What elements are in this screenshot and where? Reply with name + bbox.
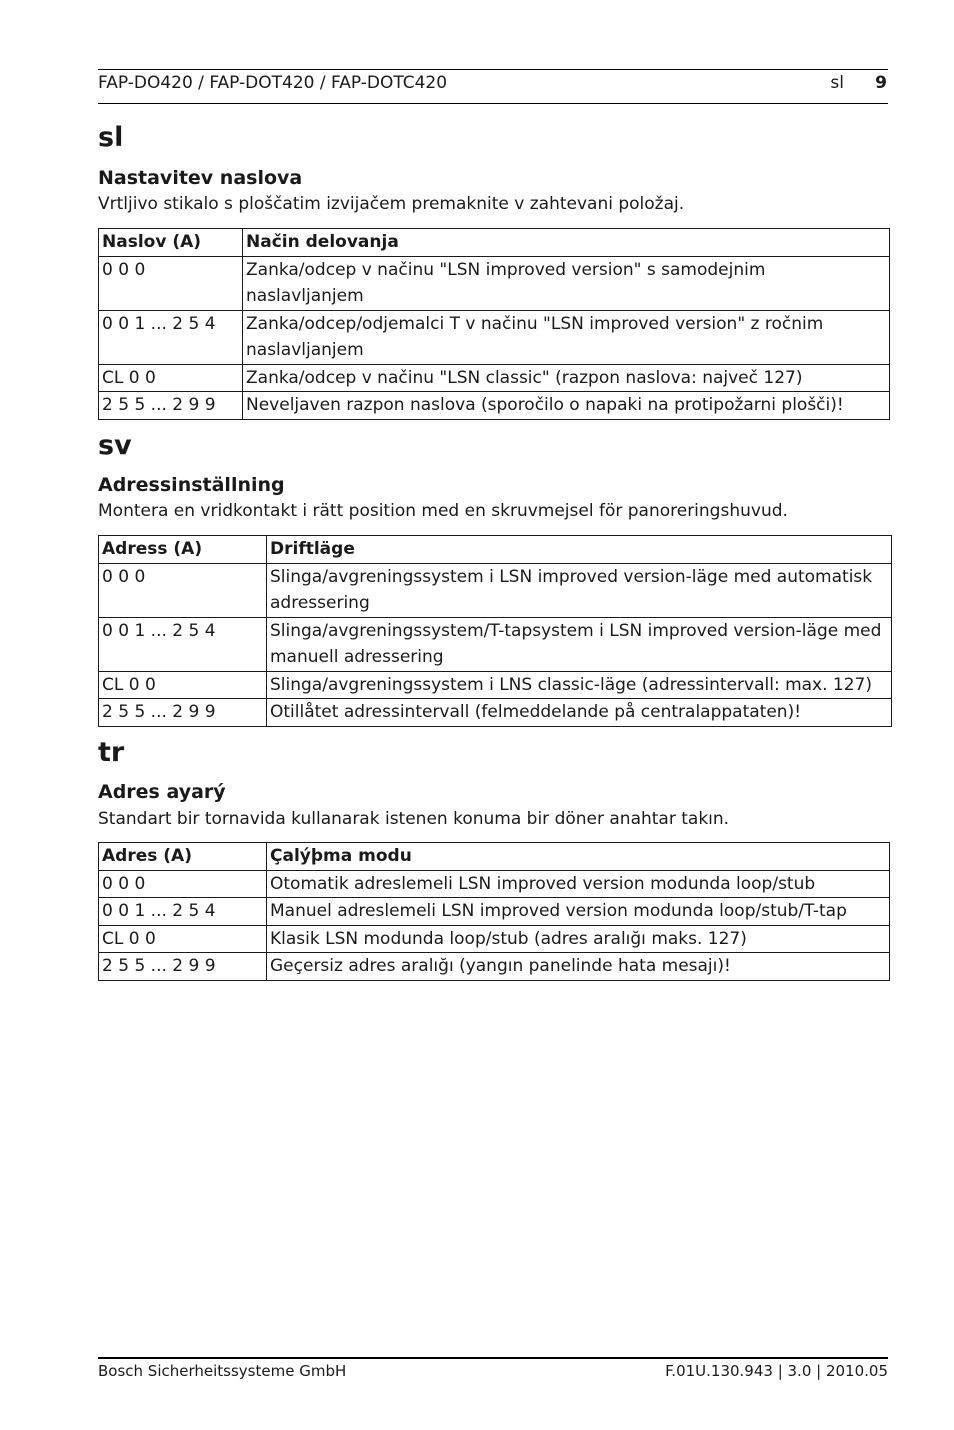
address-table: [98, 535, 892, 727]
table-row: [99, 256, 890, 310]
language-code: sv: [98, 430, 132, 461]
section-sv: [98, 430, 892, 735]
address-cell: 2 5 5 ... 2 9 9: [99, 392, 243, 420]
table-row: [99, 953, 890, 981]
page-header: [98, 69, 888, 104]
section-title: Adressinställning: [98, 474, 285, 496]
address-table: [98, 842, 890, 981]
language-code: tr: [98, 737, 125, 768]
header-language: sl: [830, 73, 844, 93]
section-description: Montera en vridkontakt i rätt position med en skruvmejsel för panoreringshuvud.: [98, 501, 788, 521]
section-description: Vrtljivo stikalo s ploščatim izvijačem premaknite v zahtevani položaj.: [98, 194, 685, 214]
address-cell: 0 0 1 ... 2 5 4: [99, 898, 267, 926]
mode-cell: Klasik LSN modunda loop/stub (adres aralığı maks. 127): [267, 925, 890, 953]
mode-cell: Slinga/avgreningssystem i LSN improved version-läge med automatisk adressering: [267, 563, 892, 617]
table-row: [99, 563, 892, 617]
table-row: [99, 364, 890, 392]
language-code: sl: [98, 122, 124, 153]
section-sl: [98, 122, 890, 427]
page-number: 9: [875, 73, 887, 93]
table-header-row: [99, 843, 890, 871]
address-cell: CL 0 0: [99, 925, 267, 953]
table-row: [99, 898, 890, 926]
mode-cell: Zanka/odcep v načinu "LSN classic" (razpon naslova: največ 127): [243, 364, 890, 392]
table-row: [99, 392, 890, 420]
address-cell: 2 5 5 ... 2 9 9: [99, 953, 267, 981]
column-header: Driftläge: [267, 536, 892, 564]
table-row: [99, 617, 892, 671]
address-cell: 0 0 0: [99, 256, 243, 310]
address-table: [98, 228, 890, 420]
table-header-row: [99, 229, 890, 257]
table-row: [99, 925, 890, 953]
address-cell: 0 0 1 ... 2 5 4: [99, 310, 243, 364]
address-cell: 0 0 1 ... 2 5 4: [99, 617, 267, 671]
mode-cell: Neveljaven razpon naslova (sporočilo o napaki na protipožarni plošči)!: [243, 392, 890, 420]
column-header: Naslov (A): [99, 229, 243, 257]
model-names: FAP-DO420 / FAP-DOT420 / FAP-DOTC420: [98, 73, 448, 93]
table-row: [99, 699, 892, 727]
table-row: [99, 671, 892, 699]
document-reference: F.01U.130.943 | 3.0 | 2010.05: [665, 1362, 888, 1380]
mode-cell: Zanka/odcep v načinu "LSN improved version" s samodejnim naslavljanjem: [243, 256, 890, 310]
column-header: Adres (A): [99, 843, 267, 871]
mode-cell: Slinga/avgreningssystem/T-tapsystem i LSN improved version-läge med manuell adressering: [267, 617, 892, 671]
section-tr: [98, 737, 890, 992]
column-header: Adress (A): [99, 536, 267, 564]
mode-cell: Slinga/avgreningssystem i LNS classic-läge (adressintervall: max. 127): [267, 671, 892, 699]
address-cell: 0 0 0: [99, 870, 267, 898]
mode-cell: Otomatik adreslemeli LSN improved version modunda loop/stub: [267, 870, 890, 898]
table-row: [99, 870, 890, 898]
table-header-row: [99, 536, 892, 564]
page-footer: [98, 1357, 888, 1380]
section-description: Standart bir tornavida kullanarak istenen konuma bir döner anahtar takın.: [98, 809, 730, 829]
address-cell: CL 0 0: [99, 671, 267, 699]
column-header: Çalýþma modu: [267, 843, 890, 871]
mode-cell: Geçersiz adres aralığı (yangın panelinde hata mesajı)!: [267, 953, 890, 981]
mode-cell: Zanka/odcep/odjemalci T v načinu "LSN improved version" z ročnim naslavljanjem: [243, 310, 890, 364]
mode-cell: Manuel adreslemeli LSN improved version modunda loop/stub/T-tap: [267, 898, 890, 926]
address-cell: 2 5 5 ... 2 9 9: [99, 699, 267, 727]
address-cell: 0 0 0: [99, 563, 267, 617]
table-row: [99, 310, 890, 364]
address-cell: CL 0 0: [99, 364, 243, 392]
section-title: Nastavitev naslova: [98, 167, 303, 189]
mode-cell: Otillåtet adressintervall (felmeddelande på centralappataten)!: [267, 699, 892, 727]
company-name: Bosch Sicherheitssysteme GmbH: [98, 1362, 347, 1380]
column-header: Način delovanja: [243, 229, 890, 257]
section-title: Adres ayarý: [98, 781, 226, 803]
